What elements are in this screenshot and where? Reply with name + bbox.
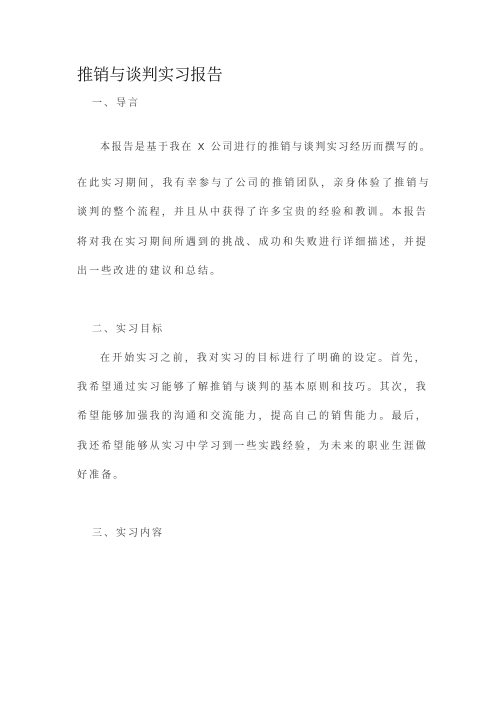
- paragraph-line: 出一些改进的建议和总结。: [77, 266, 223, 277]
- paragraph-line: 在此实习期间，我有幸参与了公司的推销团队，亲身体验了推销与: [77, 178, 431, 189]
- paragraph-line: 谈判的整个流程，并且从中获得了许多宝贵的经验和教训。本报告: [77, 207, 428, 218]
- paragraph-line: 我还希望能够从实习中学习到一些实践经验，为未来的职业生涯做: [77, 441, 428, 452]
- section-heading-internship-content: 三、实习内容: [92, 528, 164, 539]
- paragraph-line: 希望能够加强我的沟通和交流能力，提高自己的销售能力。最后，: [77, 411, 428, 422]
- document-title: 推销与谈判实习报告: [77, 65, 223, 84]
- paragraph-line: 将对我在实习期间所遇到的挑战、成功和失败进行详细描述，并提: [77, 237, 428, 248]
- paragraph-line: 我希望通过实习能够了解推销与谈判的基本原则和技巧。其次，我: [77, 382, 428, 393]
- paragraph-line: 好准备。: [77, 470, 126, 481]
- paragraph-line: 本报告是基于我在 X 公司进行的推销与谈判实习经历而撰写的。: [100, 142, 432, 153]
- section-heading-introduction: 一、导言: [92, 98, 140, 109]
- section-heading-internship-goals: 二、实习目标: [92, 324, 164, 335]
- paragraph-line: 在开始实习之前，我对实习的目标进行了明确的设定。首先，: [100, 353, 427, 364]
